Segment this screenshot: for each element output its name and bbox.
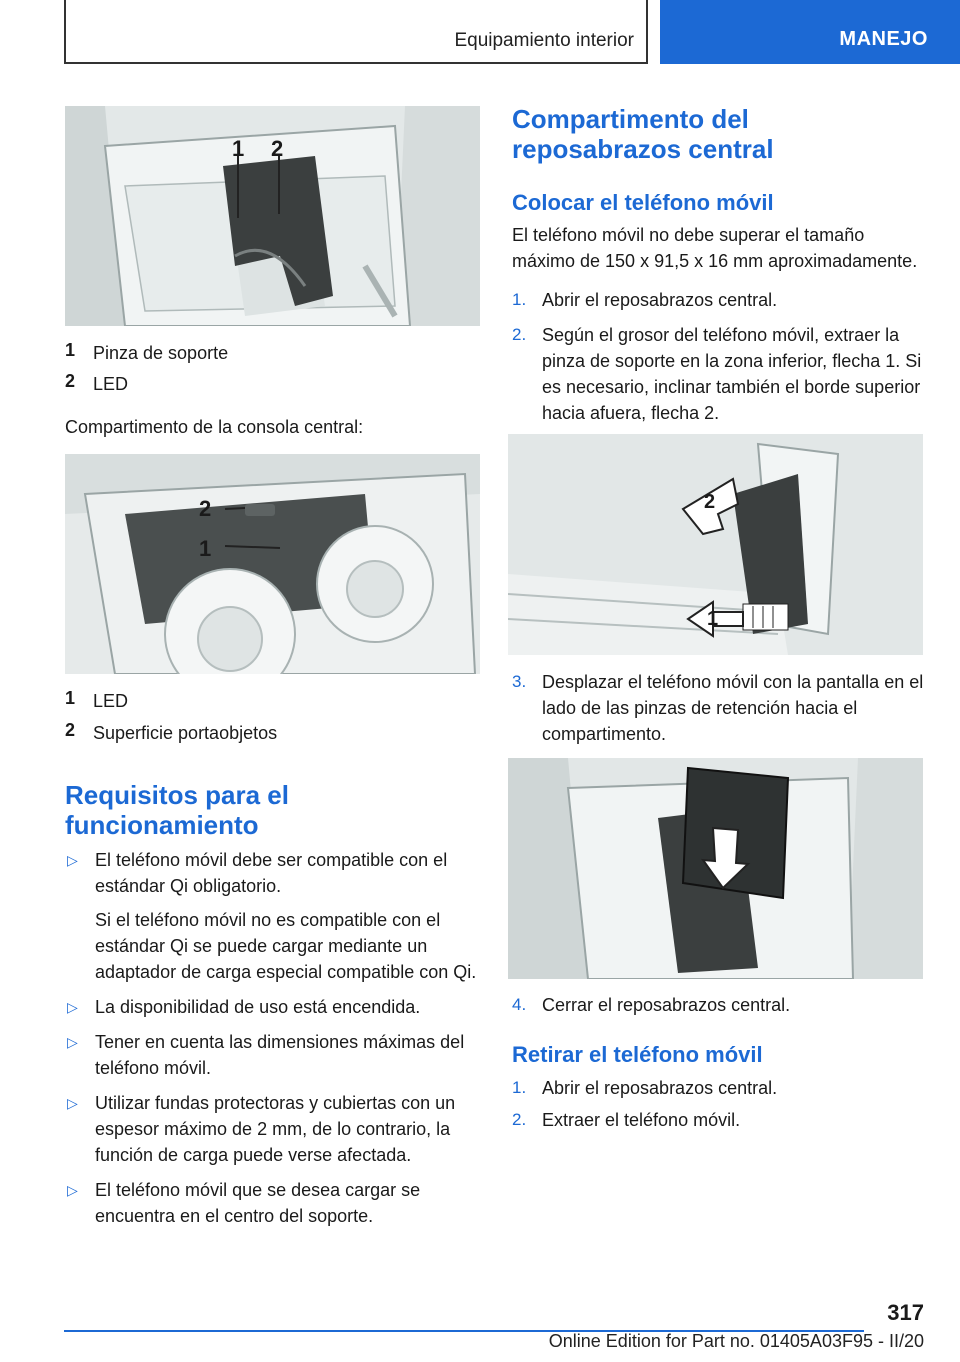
list-item [65,1177,480,1229]
chapter-tab-label: MANEJO [839,27,928,50]
chapter-tab[interactable] [660,0,960,64]
list-item [512,322,927,426]
figure-holder-arrows [508,434,923,655]
list-item-text: El teléfono móvil que se desea cargar se encuentra en el centro del soporte. [95,1180,421,1226]
page-number: 317 [887,1300,924,1325]
triangle-bullet-icon: ▷ [67,1034,78,1050]
edition-text: Online Edition for Part no. 01405A03F95 - II/20 [548,1331,924,1351]
figure-armrest-compartment [65,106,480,326]
figure-center-console [65,454,480,674]
step-number: 4. [512,995,527,1014]
section-heading-armrest: Compartimento del reposabrazos central [512,104,774,164]
list-item-text: Utilizar fundas protectoras y cubiertas con un espesor máximo de 2 mm, de lo contrario, la función de carga puede verse afectada. [95,1093,456,1165]
list-item-text: Tener en cuenta las dimensiones máximas del teléfono móvil. [95,1032,465,1078]
list-item-text: Si el teléfono móvil no es compatible con el estándar Qi se puede cargar mediante un adaptador de carga especial compatible con Qi. [95,910,477,982]
legend-num: 2 [65,720,76,740]
list-item [65,1029,480,1081]
triangle-bullet-icon: ▷ [67,1095,78,1111]
legend-num: 2 [65,371,76,391]
legend-text: LED [93,691,129,711]
steps-list-c [512,992,927,1027]
requirements-list [65,847,480,1238]
figure-callout-1: 1 [199,536,212,561]
header-box [64,0,648,64]
list-item-text: Extraer el teléfono móvil. [542,1110,741,1130]
section-title: Equipamiento interior [454,30,634,51]
list-item [65,847,480,985]
paragraph: El teléfono móvil no debe superar el tamaño máximo de 150 x 91,5 x 16 mm aproximadamente. [512,225,918,271]
subheading-remove-phone: Retirar el teléfono móvil [512,1042,763,1067]
legend-num: 1 [65,688,76,708]
list-item-text: Cerrar el reposabrazos central. [542,995,791,1015]
list-item [512,669,927,747]
list-item-text: La disponibilidad de uso está encendida. [95,997,421,1017]
steps-list-b [512,669,927,756]
legend-text: Superficie portaobjetos [93,723,278,743]
legend-num: 1 [65,340,76,360]
figure-callout-1: 1 [232,136,245,161]
figure-callout-1: 1 [707,608,719,630]
list-item-text: Abrir el reposabrazos central. [542,290,778,310]
figure-callout-2: 2 [704,491,716,513]
triangle-bullet-icon: ▷ [67,1182,78,1198]
list-item [512,287,927,313]
list-item [512,1075,927,1101]
figure-insert-phone [508,758,923,979]
paragraph: Compartimento de la consola central: [65,417,364,437]
list-item [65,1090,480,1168]
steps-list-a [512,287,927,435]
figure-callout-2: 2 [199,496,212,521]
subheading-place-phone: Colocar el teléfono móvil [512,190,774,215]
step-number: 1. [512,290,527,309]
list-item-text: Según el grosor del teléfono móvil, extraer la pinza de soporte en la zona inferior, flecha 1. Si es necesario, inclinar también el borde superior hacia afuera, flecha 2. [542,325,922,423]
list-item-text: Desplazar el teléfono móvil con la pantalla en el lado de las pinzas de retención hacia el compartimento. [542,672,924,744]
step-number: 3. [512,672,527,691]
section-heading-requirements: Requisitos para el funcionamiento [65,780,289,840]
triangle-bullet-icon: ▷ [67,852,78,868]
step-number: 2. [512,325,527,344]
list-item-text: Abrir el reposabrazos central. [542,1078,778,1098]
list-item [512,1107,927,1133]
list-item [65,994,480,1020]
steps-list-d [512,1075,927,1142]
legend-text: Pinza de soporte [93,343,229,363]
list-item [512,992,927,1018]
triangle-bullet-icon: ▷ [67,999,78,1015]
legend-text: LED [93,374,129,394]
list-item-text: El teléfono móvil debe ser compatible con el estándar Qi obligatorio. [95,850,448,896]
step-number: 2. [512,1110,527,1129]
step-number: 1. [512,1078,527,1097]
figure-callout-2: 2 [271,136,284,161]
